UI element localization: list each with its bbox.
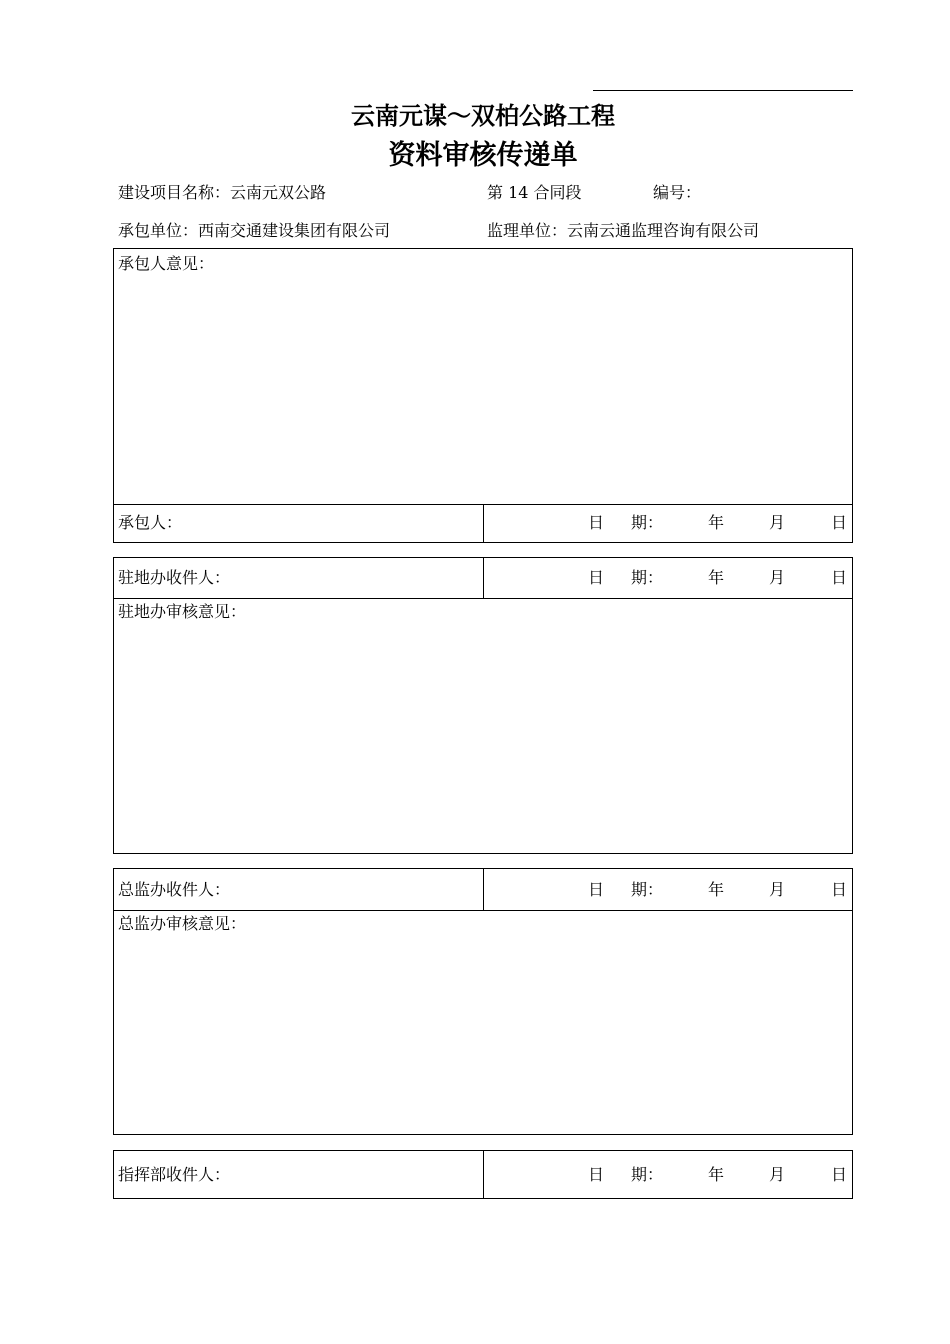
site-office-section [113,557,853,854]
contractor-section [113,248,853,543]
document-subtitle: 资料审核传递单 [388,140,578,171]
contract-section: 第 14 合同段 [487,183,582,202]
chief-office-section [113,868,853,1135]
supervisor-unit: 监理单位：云南云通监理咨询有限公司 [487,221,760,240]
hq-section [113,1150,853,1199]
date-label: 期： [631,568,664,587]
month-label: 月 [769,1165,786,1184]
date-label: 日 [588,513,605,532]
contractor-unit: 承包单位：西南交通建设集团有限公司 [118,221,391,240]
divider [483,1151,484,1198]
year-label: 年 [708,1165,725,1184]
site-office-opinion-label: 驻地办审核意见： [118,602,247,621]
month-label: 月 [769,568,786,587]
document-title: 云南元谋～双柏公路工程 [351,101,615,130]
date-label: 日 [588,568,605,587]
divider [114,598,852,599]
date-label: 日 [588,1165,605,1184]
number-label: 编号： [653,183,702,202]
day-label: 日 [831,880,848,899]
top-rule [593,90,853,91]
month-label: 月 [769,513,786,532]
site-office-receiver-label: 驻地办收件人： [118,568,231,587]
chief-office-opinion-label: 总监办审核意见： [118,914,247,933]
contractor-signer-label: 承包人： [118,513,183,532]
month-label: 月 [769,880,786,899]
date-label: 期： [631,880,664,899]
day-label: 日 [831,1165,848,1184]
contractor-opinion-label: 承包人意见： [118,254,215,273]
divider [483,558,484,599]
date-label: 期： [631,513,664,532]
hq-receiver-label: 指挥部收件人： [118,1165,231,1184]
divider [483,504,484,542]
day-label: 日 [831,513,848,532]
date-label: 期： [631,1165,664,1184]
date-label: 日 [588,880,605,899]
year-label: 年 [708,568,725,587]
divider [483,869,484,911]
year-label: 年 [708,513,725,532]
project-name: 建设项目名称：云南元双公路 [118,183,327,202]
divider [114,910,852,911]
day-label: 日 [831,568,848,587]
chief-office-receiver-label: 总监办收件人： [118,880,231,899]
year-label: 年 [708,880,725,899]
